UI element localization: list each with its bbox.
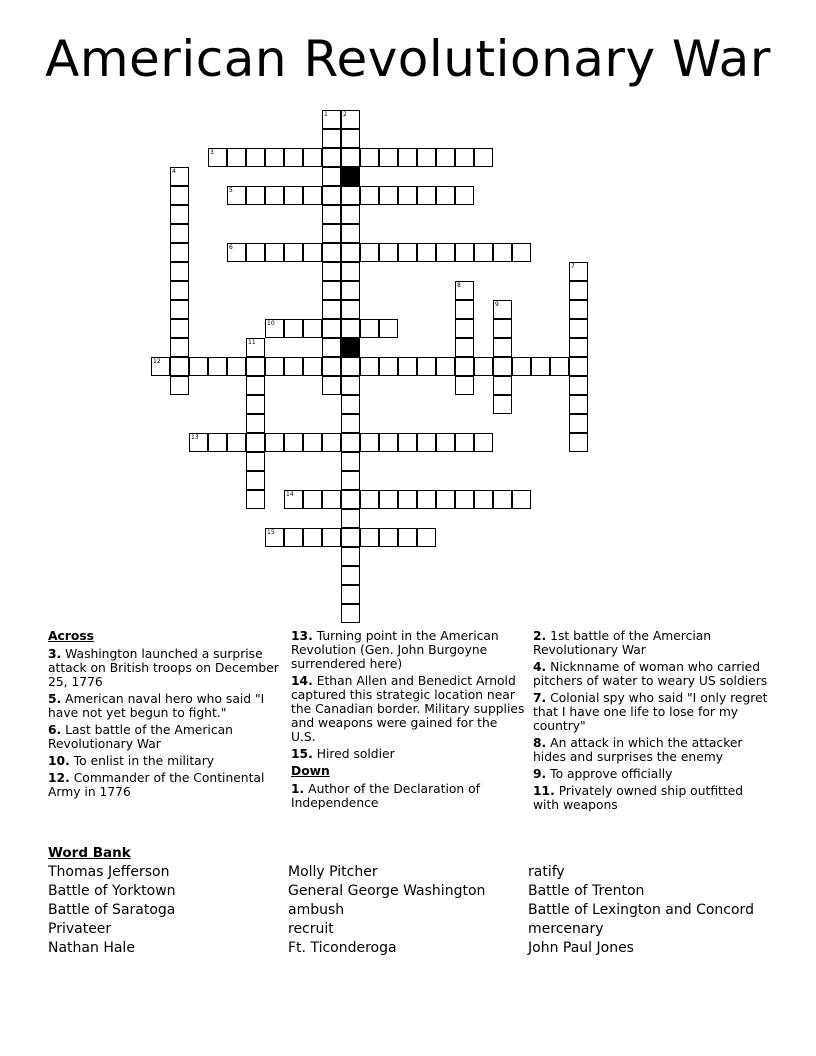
grid-cell[interactable] <box>170 167 189 186</box>
grid-cell[interactable] <box>322 319 341 338</box>
grid-cell[interactable] <box>417 433 436 452</box>
grid-cell[interactable] <box>398 357 417 376</box>
grid-cell[interactable] <box>284 433 303 452</box>
grid-cell[interactable] <box>569 319 588 338</box>
grid-cell[interactable] <box>360 528 379 547</box>
grid-cell[interactable] <box>246 376 265 395</box>
grid-cell[interactable] <box>322 357 341 376</box>
grid-cell[interactable] <box>493 300 512 319</box>
clue-across-6: 6. Last battle of the American Revolutionary War <box>48 723 233 751</box>
grid-cell[interactable] <box>341 262 360 281</box>
grid-cell[interactable] <box>360 148 379 167</box>
grid-cell[interactable] <box>227 243 246 262</box>
grid-cell[interactable] <box>379 148 398 167</box>
grid-cell[interactable] <box>550 357 569 376</box>
grid-cell[interactable] <box>455 186 474 205</box>
grid-cell[interactable] <box>265 148 284 167</box>
grid-cell[interactable] <box>379 357 398 376</box>
grid-cell[interactable] <box>170 281 189 300</box>
down-header: Down <box>291 764 330 778</box>
grid-cell[interactable] <box>284 528 303 547</box>
grid-cell[interactable] <box>417 148 436 167</box>
grid-cell[interactable] <box>379 186 398 205</box>
grid-cell[interactable] <box>360 433 379 452</box>
grid-cell[interactable] <box>151 357 170 376</box>
grid-cell[interactable] <box>265 319 284 338</box>
grid-cell[interactable] <box>379 433 398 452</box>
clue-number: 2 <box>343 111 347 118</box>
clue-across-14: 14. Ethan Allen and Benedict Arnold captured this strategic location near the Canadian border. Military supplies and weapons were gained for the U.S. <box>291 674 525 744</box>
word-bank-item: Molly Pitcher <box>288 864 378 880</box>
grid-cell[interactable] <box>360 357 379 376</box>
grid-cell[interactable] <box>493 376 512 395</box>
clue-number: 1 <box>324 111 328 118</box>
grid-cell[interactable] <box>265 357 284 376</box>
grid-cell[interactable] <box>341 490 360 509</box>
grid-cell[interactable] <box>398 528 417 547</box>
grid-cell[interactable] <box>341 300 360 319</box>
grid-cell[interactable] <box>170 357 189 376</box>
grid-cell[interactable] <box>322 243 341 262</box>
grid-cell[interactable] <box>569 281 588 300</box>
grid-cell[interactable] <box>227 186 246 205</box>
grid-cell[interactable] <box>284 490 303 509</box>
grid-cell[interactable] <box>398 148 417 167</box>
clue-down-9: 9. To approve officially <box>533 767 673 781</box>
word-bank-item: Privateer <box>48 921 112 937</box>
word-bank-item: John Paul Jones <box>528 940 634 956</box>
grid-cell[interactable] <box>303 319 322 338</box>
grid-cell[interactable] <box>322 167 341 186</box>
grid-cell[interactable] <box>170 243 189 262</box>
grid-cell[interactable] <box>341 566 360 585</box>
grid-cell[interactable] <box>322 528 341 547</box>
grid-cell[interactable] <box>322 262 341 281</box>
grid-cell[interactable] <box>417 490 436 509</box>
word-bank-item: Thomas Jefferson <box>48 864 170 880</box>
grid-cell[interactable] <box>246 433 265 452</box>
grid-cell[interactable] <box>341 148 360 167</box>
grid-cell[interactable] <box>436 148 455 167</box>
grid-cell[interactable] <box>455 357 474 376</box>
grid-cell[interactable] <box>170 186 189 205</box>
grid-cell[interactable] <box>303 357 322 376</box>
grid-cell[interactable] <box>512 243 531 262</box>
grid-cell[interactable] <box>493 395 512 414</box>
grid-cell[interactable] <box>569 262 588 281</box>
grid-cell[interactable] <box>341 509 360 528</box>
grid-cell[interactable] <box>493 338 512 357</box>
grid-cell[interactable] <box>322 281 341 300</box>
grid-cell[interactable] <box>360 186 379 205</box>
grid-cell[interactable] <box>322 148 341 167</box>
word-bank-column-1 <box>48 864 176 959</box>
clue-number: 14 <box>286 491 294 498</box>
grid-cell[interactable] <box>569 395 588 414</box>
clues-column-1 <box>48 629 284 802</box>
grid-cell[interactable] <box>284 357 303 376</box>
grid-cell[interactable] <box>265 243 284 262</box>
grid-cell[interactable] <box>284 148 303 167</box>
grid-cell[interactable] <box>284 186 303 205</box>
grid-cell[interactable] <box>322 300 341 319</box>
grid-cell[interactable] <box>455 433 474 452</box>
clue-across-5: 5. American naval hero who said "I have not yet begun to fight." <box>48 692 265 720</box>
grid-cell[interactable] <box>303 186 322 205</box>
grid-cell[interactable] <box>265 528 284 547</box>
black-square <box>341 338 360 357</box>
grid-cell[interactable] <box>455 490 474 509</box>
grid-cell[interactable] <box>398 243 417 262</box>
grid-cell[interactable] <box>417 186 436 205</box>
word-bank-item: Battle of Saratoga <box>48 902 176 918</box>
grid-cell[interactable] <box>341 357 360 376</box>
grid-cell[interactable] <box>436 186 455 205</box>
grid-cell[interactable] <box>341 129 360 148</box>
grid-cell[interactable] <box>569 357 588 376</box>
word-bank-item: Ft. Ticonderoga <box>288 940 397 956</box>
grid-cell[interactable] <box>493 490 512 509</box>
grid-cell[interactable] <box>246 414 265 433</box>
clue-number: 9 <box>495 301 499 308</box>
clue-number: 15 <box>267 529 275 536</box>
grid-cell[interactable] <box>170 376 189 395</box>
clue-down-11: 11. Privately owned ship outfitted with weapons <box>533 784 744 812</box>
grid-cell[interactable] <box>341 452 360 471</box>
word-bank-item: Nathan Hale <box>48 940 135 956</box>
clue-number: 6 <box>229 244 233 251</box>
clue-number: 11 <box>248 339 256 346</box>
grid-cell[interactable] <box>246 338 265 357</box>
grid-cell[interactable] <box>379 243 398 262</box>
grid-cell[interactable] <box>303 433 322 452</box>
clues-column-2 <box>291 629 525 813</box>
page-title: American Revolutionary War <box>45 30 771 88</box>
grid-cell[interactable] <box>455 243 474 262</box>
word-bank-header: Word Bank <box>48 845 131 861</box>
clue-number: 13 <box>191 434 199 441</box>
grid-cell[interactable] <box>246 186 265 205</box>
grid-cell[interactable] <box>474 243 493 262</box>
grid-cell[interactable] <box>512 357 531 376</box>
clue-down-2: 2. 1st battle of the Amercian Revolutionary War <box>533 629 712 657</box>
grid-cell[interactable] <box>417 528 436 547</box>
grid-cell[interactable] <box>265 433 284 452</box>
grid-cell[interactable] <box>341 186 360 205</box>
grid-cell[interactable] <box>455 376 474 395</box>
grid-cell[interactable] <box>208 148 227 167</box>
word-bank-item: Battle of Yorktown <box>48 883 176 899</box>
clue-across-3: 3. Washington launched a surprise attack on British troops on December 25, 1776 <box>48 647 279 689</box>
grid-cell[interactable] <box>341 528 360 547</box>
grid-cell[interactable] <box>341 395 360 414</box>
clue-number: 4 <box>172 168 176 175</box>
grid-cell[interactable] <box>379 490 398 509</box>
grid-cell[interactable] <box>170 300 189 319</box>
clues-column-3 <box>533 629 773 815</box>
grid-cell[interactable] <box>303 490 322 509</box>
clue-across-12: 12. Commander of the Continental Army in 1776 <box>48 771 265 799</box>
word-bank-item: ratify <box>528 864 565 880</box>
grid-cell[interactable] <box>322 224 341 243</box>
grid-cell[interactable] <box>170 338 189 357</box>
grid-cell[interactable] <box>303 528 322 547</box>
grid-cell[interactable] <box>170 262 189 281</box>
across-header: Across <box>48 629 94 643</box>
grid-cell[interactable] <box>246 395 265 414</box>
grid-cell[interactable] <box>341 281 360 300</box>
grid-cell[interactable] <box>189 357 208 376</box>
word-bank-item: recruit <box>288 921 334 937</box>
grid-cell[interactable] <box>455 338 474 357</box>
grid-cell[interactable] <box>341 433 360 452</box>
grid-cell[interactable] <box>322 433 341 452</box>
clue-across-15: 15. Hired soldier <box>291 747 395 761</box>
grid-cell[interactable] <box>341 604 360 623</box>
grid-cell[interactable] <box>417 243 436 262</box>
grid-cell[interactable] <box>569 376 588 395</box>
clue-number: 8 <box>457 282 461 289</box>
grid-cell[interactable] <box>341 205 360 224</box>
grid-cell[interactable] <box>455 319 474 338</box>
grid-cell[interactable] <box>322 110 341 129</box>
word-bank-item: mercenary <box>528 921 604 937</box>
clue-number: 7 <box>571 263 575 270</box>
grid-cell[interactable] <box>246 452 265 471</box>
grid-cell[interactable] <box>189 433 208 452</box>
grid-cell[interactable] <box>265 186 284 205</box>
grid-cell[interactable] <box>379 528 398 547</box>
word-bank-item: ambush <box>288 902 345 918</box>
clue-number: 12 <box>153 358 161 365</box>
grid-cell[interactable] <box>341 243 360 262</box>
grid-cell[interactable] <box>227 148 246 167</box>
grid-cell[interactable] <box>398 433 417 452</box>
grid-cell[interactable] <box>474 490 493 509</box>
grid-cell[interactable] <box>360 490 379 509</box>
clue-down-7: 7. Colonial spy who said "I only regret that I have one life to lose for my country" <box>533 691 768 733</box>
grid-cell[interactable] <box>341 110 360 129</box>
grid-cell[interactable] <box>360 319 379 338</box>
grid-cell[interactable] <box>208 433 227 452</box>
grid-cell[interactable] <box>474 357 493 376</box>
grid-cell[interactable] <box>341 547 360 566</box>
grid-cell[interactable] <box>455 281 474 300</box>
grid-cell[interactable] <box>341 376 360 395</box>
grid-cell[interactable] <box>493 319 512 338</box>
grid-cell[interactable] <box>246 357 265 376</box>
black-square <box>341 167 360 186</box>
grid-cell[interactable] <box>246 243 265 262</box>
grid-cell[interactable] <box>398 490 417 509</box>
grid-cell[interactable] <box>512 490 531 509</box>
clue-down-8: 8. An attack in which the attacker hides and surprises the enemy <box>533 736 743 764</box>
grid-cell[interactable] <box>531 357 550 376</box>
word-bank-column-3 <box>528 864 754 959</box>
grid-cell[interactable] <box>246 148 265 167</box>
grid-cell[interactable] <box>322 205 341 224</box>
grid-cell[interactable] <box>569 433 588 452</box>
clue-number: 10 <box>267 320 275 327</box>
grid-cell[interactable] <box>322 490 341 509</box>
grid-cell[interactable] <box>360 243 379 262</box>
clue-across-10: 10. To enlist in the military <box>48 754 215 768</box>
word-bank-item: Battle of Lexington and Concord <box>528 902 754 918</box>
grid-cell[interactable] <box>341 471 360 490</box>
clue-across-13: 13. Turning point in the American Revolution (Gen. John Burgoyne surrendered here) <box>291 629 499 671</box>
grid-cell[interactable] <box>170 224 189 243</box>
grid-cell[interactable] <box>493 357 512 376</box>
grid-cell[interactable] <box>322 338 341 357</box>
grid-cell[interactable] <box>208 357 227 376</box>
grid-cell[interactable] <box>455 148 474 167</box>
grid-cell[interactable] <box>569 300 588 319</box>
clue-number: 5 <box>229 187 233 194</box>
word-bank-column-2 <box>288 864 485 959</box>
grid-cell[interactable] <box>303 148 322 167</box>
grid-cell[interactable] <box>379 319 398 338</box>
grid-cell[interactable] <box>436 433 455 452</box>
grid-cell[interactable] <box>569 338 588 357</box>
clue-down-4: 4. Nicknname of woman who carried pitchers of water to weary US soldiers <box>533 660 768 688</box>
clue-down-1: 1. Author of the Declaration of Independence <box>291 782 480 810</box>
grid-cell[interactable] <box>246 490 265 509</box>
grid-cell[interactable] <box>322 129 341 148</box>
grid-cell[interactable] <box>493 243 512 262</box>
grid-cell[interactable] <box>436 243 455 262</box>
grid-cell[interactable] <box>341 319 360 338</box>
grid-cell[interactable] <box>303 243 322 262</box>
grid-cell[interactable] <box>170 319 189 338</box>
grid-cell[interactable] <box>246 471 265 490</box>
grid-cell[interactable] <box>341 414 360 433</box>
grid-cell[interactable] <box>322 186 341 205</box>
clue-number: 3 <box>210 149 214 156</box>
word-bank-item: General George Washington <box>288 883 486 899</box>
grid-cell[interactable] <box>474 148 493 167</box>
grid-cell[interactable] <box>474 433 493 452</box>
grid-cell[interactable] <box>284 319 303 338</box>
word-bank-item: Battle of Trenton <box>528 883 645 899</box>
grid-cell[interactable] <box>398 186 417 205</box>
grid-cell[interactable] <box>341 585 360 604</box>
grid-cell[interactable] <box>284 243 303 262</box>
grid-cell[interactable] <box>341 224 360 243</box>
grid-cell[interactable] <box>170 205 189 224</box>
grid-cell[interactable] <box>417 357 436 376</box>
grid-cell[interactable] <box>227 433 246 452</box>
grid-cell[interactable] <box>436 490 455 509</box>
grid-cell[interactable] <box>322 376 341 395</box>
grid-cell[interactable] <box>436 357 455 376</box>
grid-cell[interactable] <box>455 300 474 319</box>
grid-cell[interactable] <box>569 414 588 433</box>
grid-cell[interactable] <box>227 357 246 376</box>
